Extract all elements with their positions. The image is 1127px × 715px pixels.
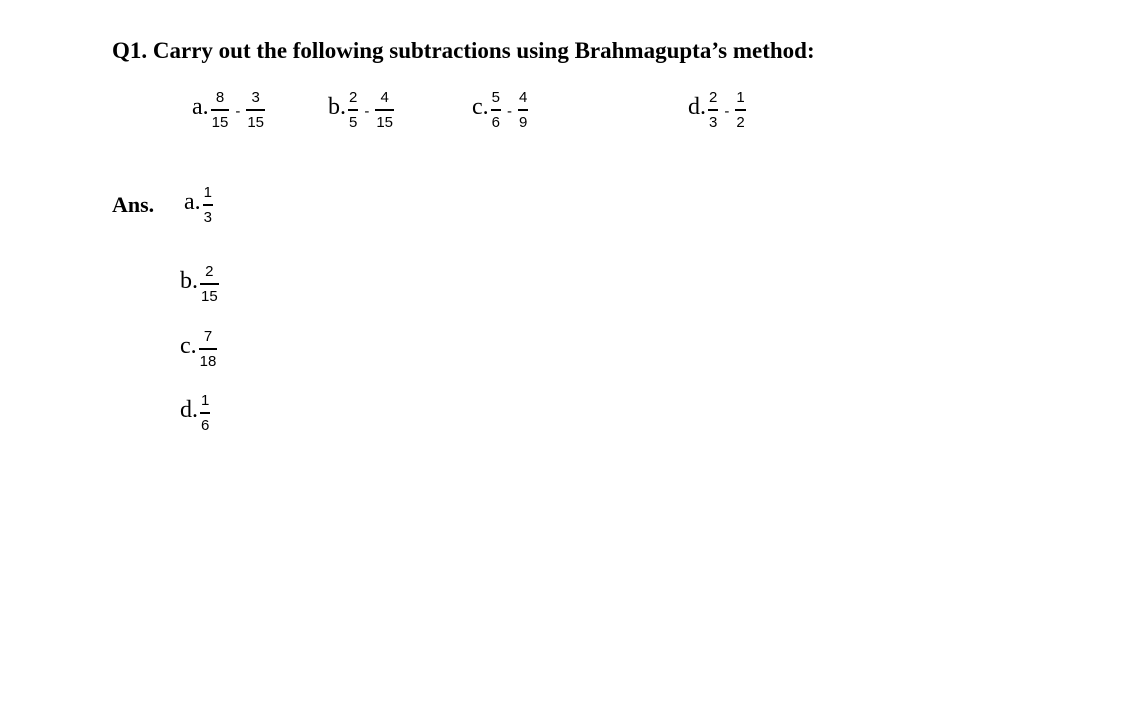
answer-letter: b. [180,268,198,294]
minus-sign: - [235,102,241,120]
problem-c [472,85,528,135]
fraction [348,89,358,130]
answer-a [184,180,213,230]
fraction-bar [375,109,394,110]
denominator: 15 [211,113,229,131]
numerator: 3 [251,89,260,107]
fraction [735,89,745,130]
fraction [211,89,230,130]
fraction-bar [246,109,265,110]
answer-letter: c. [180,333,197,359]
answer-b [180,259,219,309]
minus-sign: - [364,102,370,120]
fraction-bar [491,109,501,110]
numerator: 2 [205,263,214,281]
denominator: 15 [247,113,265,131]
fraction [518,89,528,130]
answer-d [180,388,210,438]
fraction [199,328,218,369]
denominator: 18 [199,352,217,370]
denominator: 2 [736,113,745,131]
fraction-bar [735,109,745,110]
answer-letter: d. [180,397,198,423]
numerator: 2 [709,89,718,107]
minus-sign: - [724,102,730,120]
fraction [203,184,213,225]
denominator: 5 [349,113,358,131]
fraction [708,89,718,130]
numerator: 1 [736,89,745,107]
numerator: 1 [203,184,212,202]
fraction [200,263,219,304]
numerator: 2 [349,89,358,107]
denominator: 6 [201,416,210,434]
fraction [375,89,394,130]
problem-d [688,85,746,135]
problem-letter: a. [192,94,209,120]
fraction-bar [200,283,219,284]
fraction [200,392,210,433]
denominator: 6 [491,113,500,131]
answer-label: Ans. [112,192,155,217]
fraction-bar [200,412,210,413]
problem-a [192,85,265,135]
fraction-bar [211,109,230,110]
numerator: 5 [491,89,500,107]
answer-letter: a. [184,189,201,215]
question-title: Q1. Carry out the following subtractions using Brahmagupta’s method: [112,38,815,63]
numerator: 8 [215,89,225,107]
problem-letter: b. [328,94,346,120]
answer-c [180,324,217,374]
problem-letter: d. [688,94,706,120]
problem-letter: c. [472,94,489,120]
denominator: 3 [203,208,212,226]
denominator: 9 [519,113,528,131]
minus-sign: - [507,102,512,120]
problem-b [328,85,394,135]
fraction-bar [518,109,528,110]
fraction-bar [348,109,358,110]
fraction-bar [199,348,218,349]
numerator: 4 [519,89,528,107]
fraction-bar [708,109,718,110]
fraction [491,89,501,130]
denominator: 15 [201,287,218,305]
denominator: 3 [709,113,718,131]
numerator: 7 [203,328,213,346]
numerator: 1 [201,392,210,410]
denominator: 15 [376,113,394,131]
numerator: 4 [380,89,389,107]
fraction [246,89,265,130]
fraction-bar [203,204,213,205]
